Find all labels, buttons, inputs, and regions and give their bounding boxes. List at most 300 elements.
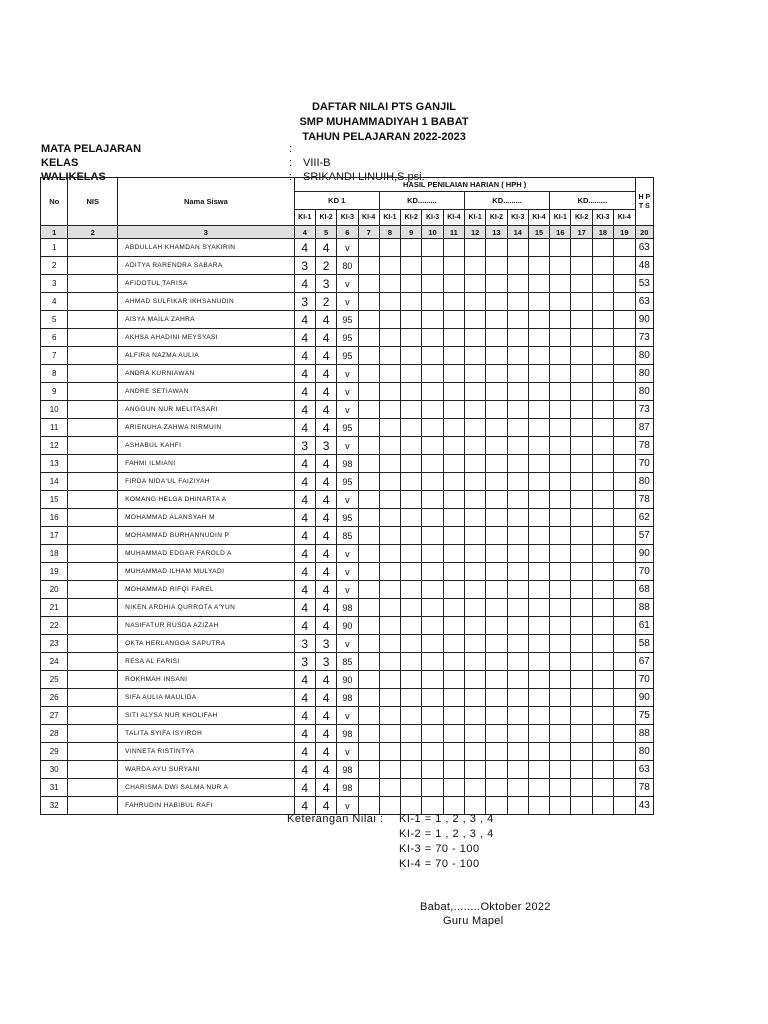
ki1-score: 4: [294, 329, 315, 347]
empty-score-cell: [358, 473, 379, 491]
empty-score-cell: [614, 455, 636, 473]
empty-score-cell: [571, 797, 592, 815]
ki-header: KI-1: [550, 210, 571, 226]
ki2-score: 4: [315, 491, 336, 509]
meta-colon-class: :: [289, 157, 293, 169]
ki3-score: v: [337, 743, 358, 761]
empty-score-cell: [592, 581, 613, 599]
empty-score-cell: [592, 365, 613, 383]
empty-score-cell: [401, 383, 422, 401]
col-header-nis: NIS: [68, 178, 118, 226]
ki3-score: v: [337, 437, 358, 455]
empty-score-cell: [465, 563, 486, 581]
empty-score-cell: [401, 563, 422, 581]
ki2-score: 3: [315, 437, 336, 455]
student-name: OKTA HERLANGGA SAPUTRA: [118, 635, 295, 653]
hpts-score: 68: [635, 581, 653, 599]
nis-cell: [68, 401, 118, 419]
nis-cell: [68, 509, 118, 527]
column-number: 17: [571, 226, 592, 239]
empty-score-cell: [422, 311, 443, 329]
ki1-score: 4: [294, 797, 315, 815]
nis-cell: [68, 527, 118, 545]
doc-title: DAFTAR NILAI PTS GANJIL: [311, 101, 456, 113]
row-number: 29: [41, 743, 68, 761]
empty-score-cell: [358, 689, 379, 707]
empty-score-cell: [379, 797, 400, 815]
empty-score-cell: [422, 779, 443, 797]
table-row: [41, 275, 654, 293]
empty-score-cell: [528, 617, 549, 635]
student-name: ASHABUL KAHFI: [118, 437, 295, 455]
empty-score-cell: [486, 365, 507, 383]
empty-score-cell: [528, 563, 549, 581]
empty-score-cell: [422, 689, 443, 707]
empty-score-cell: [571, 419, 592, 437]
empty-score-cell: [550, 761, 571, 779]
table-row: [41, 311, 654, 329]
empty-score-cell: [358, 761, 379, 779]
empty-score-cell: [465, 329, 486, 347]
row-number: 21: [41, 599, 68, 617]
empty-score-cell: [465, 689, 486, 707]
empty-score-cell: [379, 599, 400, 617]
empty-score-cell: [379, 707, 400, 725]
empty-score-cell: [592, 455, 613, 473]
ki3-score: 98: [337, 761, 358, 779]
empty-score-cell: [507, 527, 528, 545]
ki1-score: 4: [294, 725, 315, 743]
empty-score-cell: [379, 743, 400, 761]
column-number: 2: [68, 226, 118, 239]
empty-score-cell: [614, 401, 636, 419]
empty-score-cell: [507, 545, 528, 563]
ki1-score: 3: [294, 293, 315, 311]
empty-score-cell: [507, 599, 528, 617]
empty-score-cell: [443, 653, 464, 671]
empty-score-cell: [422, 347, 443, 365]
empty-score-cell: [550, 473, 571, 491]
ki2-score: 4: [315, 563, 336, 581]
empty-score-cell: [443, 527, 464, 545]
empty-score-cell: [571, 671, 592, 689]
empty-score-cell: [614, 545, 636, 563]
empty-score-cell: [358, 419, 379, 437]
empty-score-cell: [507, 707, 528, 725]
student-name: SIFA AULIA MAULIDA: [118, 689, 295, 707]
empty-score-cell: [528, 725, 549, 743]
empty-score-cell: [528, 527, 549, 545]
empty-score-cell: [379, 779, 400, 797]
empty-score-cell: [401, 437, 422, 455]
student-name: NASIFATUR RUSDA AZIZAH: [118, 617, 295, 635]
empty-score-cell: [507, 257, 528, 275]
column-number: 9: [401, 226, 422, 239]
empty-score-cell: [465, 527, 486, 545]
empty-score-cell: [592, 383, 613, 401]
empty-score-cell: [358, 365, 379, 383]
empty-score-cell: [422, 401, 443, 419]
empty-score-cell: [379, 275, 400, 293]
empty-score-cell: [486, 779, 507, 797]
empty-score-cell: [592, 545, 613, 563]
empty-score-cell: [550, 563, 571, 581]
col-header-name: Nama Siswa: [118, 178, 295, 226]
empty-score-cell: [550, 437, 571, 455]
student-name: RESA AL FARISI: [118, 653, 295, 671]
empty-score-cell: [465, 473, 486, 491]
academic-year: TAHUN PELAJARAN 2022-2023: [302, 131, 466, 143]
student-name: AFIDOTUL TARISA: [118, 275, 295, 293]
header-row-1: [41, 178, 654, 192]
ki-header: KI-4: [528, 210, 549, 226]
empty-score-cell: [486, 527, 507, 545]
empty-score-cell: [465, 635, 486, 653]
column-number: 18: [592, 226, 613, 239]
row-number: 5: [41, 311, 68, 329]
empty-score-cell: [486, 689, 507, 707]
row-number: 13: [41, 455, 68, 473]
empty-score-cell: [507, 509, 528, 527]
empty-score-cell: [422, 437, 443, 455]
ki2-score: 4: [315, 779, 336, 797]
empty-score-cell: [614, 707, 636, 725]
empty-score-cell: [592, 527, 613, 545]
kd-header: KD.........: [379, 192, 464, 210]
empty-score-cell: [571, 365, 592, 383]
empty-score-cell: [571, 635, 592, 653]
empty-score-cell: [422, 239, 443, 257]
ki3-score: v: [337, 239, 358, 257]
student-name: ALFIRA NAZMA AULIA: [118, 347, 295, 365]
nis-cell: [68, 635, 118, 653]
empty-score-cell: [379, 545, 400, 563]
empty-score-cell: [443, 671, 464, 689]
empty-score-cell: [571, 779, 592, 797]
nis-cell: [68, 581, 118, 599]
empty-score-cell: [358, 293, 379, 311]
empty-score-cell: [358, 347, 379, 365]
ki-header: KI-2: [401, 210, 422, 226]
ki1-score: 4: [294, 365, 315, 383]
empty-score-cell: [507, 581, 528, 599]
empty-score-cell: [528, 275, 549, 293]
empty-score-cell: [550, 653, 571, 671]
ki1-score: 4: [294, 473, 315, 491]
empty-score-cell: [614, 581, 636, 599]
empty-score-cell: [592, 599, 613, 617]
empty-score-cell: [528, 707, 549, 725]
empty-score-cell: [443, 509, 464, 527]
empty-score-cell: [592, 689, 613, 707]
empty-score-cell: [422, 707, 443, 725]
nis-cell: [68, 311, 118, 329]
empty-score-cell: [507, 653, 528, 671]
ki2-score: 2: [315, 293, 336, 311]
empty-score-cell: [422, 491, 443, 509]
nis-cell: [68, 383, 118, 401]
empty-score-cell: [528, 779, 549, 797]
table-row: [41, 365, 654, 383]
empty-score-cell: [614, 743, 636, 761]
empty-score-cell: [614, 599, 636, 617]
ki2-score: 4: [315, 671, 336, 689]
empty-score-cell: [401, 689, 422, 707]
hpts-score: 63: [635, 239, 653, 257]
empty-score-cell: [443, 725, 464, 743]
empty-score-cell: [528, 365, 549, 383]
empty-score-cell: [614, 383, 636, 401]
row-number: 23: [41, 635, 68, 653]
notes-item: KI-3 = 70 - 100: [399, 843, 480, 855]
empty-score-cell: [486, 617, 507, 635]
empty-score-cell: [358, 725, 379, 743]
empty-score-cell: [465, 581, 486, 599]
empty-score-cell: [358, 257, 379, 275]
empty-score-cell: [528, 329, 549, 347]
empty-score-cell: [465, 311, 486, 329]
empty-score-cell: [528, 509, 549, 527]
hpts-score: 90: [635, 689, 653, 707]
empty-score-cell: [465, 671, 486, 689]
empty-score-cell: [614, 329, 636, 347]
empty-score-cell: [379, 419, 400, 437]
nis-cell: [68, 725, 118, 743]
ki-header: KI-1: [294, 210, 315, 226]
empty-score-cell: [401, 455, 422, 473]
empty-score-cell: [379, 653, 400, 671]
student-name: MUHAMMAD EDGAR FAROLD A: [118, 545, 295, 563]
empty-score-cell: [486, 761, 507, 779]
empty-score-cell: [379, 581, 400, 599]
row-number: 3: [41, 275, 68, 293]
ki2-score: 4: [315, 455, 336, 473]
ki2-score: 4: [315, 239, 336, 257]
ki2-score: 4: [315, 689, 336, 707]
empty-score-cell: [528, 293, 549, 311]
empty-score-cell: [614, 635, 636, 653]
empty-score-cell: [614, 689, 636, 707]
column-number: 15: [528, 226, 549, 239]
empty-score-cell: [614, 257, 636, 275]
student-name: MOHAMMAD RIFQI FAREL: [118, 581, 295, 599]
hpts-score: 80: [635, 743, 653, 761]
ki1-score: 4: [294, 581, 315, 599]
empty-score-cell: [401, 797, 422, 815]
empty-score-cell: [401, 653, 422, 671]
row-number: 1: [41, 239, 68, 257]
empty-score-cell: [401, 545, 422, 563]
ki2-score: 3: [315, 653, 336, 671]
empty-score-cell: [486, 455, 507, 473]
nis-cell: [68, 797, 118, 815]
hpts-score: 63: [635, 761, 653, 779]
ki3-score: v: [337, 365, 358, 383]
ki2-score: 4: [315, 617, 336, 635]
empty-score-cell: [422, 563, 443, 581]
empty-score-cell: [550, 671, 571, 689]
ki3-score: 95: [337, 329, 358, 347]
empty-score-cell: [422, 725, 443, 743]
table-row: [41, 725, 654, 743]
ki3-score: 95: [337, 419, 358, 437]
empty-score-cell: [443, 401, 464, 419]
empty-score-cell: [379, 311, 400, 329]
empty-score-cell: [571, 473, 592, 491]
empty-score-cell: [401, 599, 422, 617]
empty-score-cell: [422, 743, 443, 761]
empty-score-cell: [507, 617, 528, 635]
empty-score-cell: [401, 329, 422, 347]
empty-score-cell: [443, 383, 464, 401]
empty-score-cell: [443, 275, 464, 293]
empty-score-cell: [358, 635, 379, 653]
school-name: SMP MUHAMMADIYAH 1 BABAT: [299, 116, 469, 128]
empty-score-cell: [401, 401, 422, 419]
empty-score-cell: [379, 383, 400, 401]
hpts-score: 88: [635, 599, 653, 617]
empty-score-cell: [486, 509, 507, 527]
empty-score-cell: [614, 347, 636, 365]
empty-score-cell: [592, 419, 613, 437]
empty-score-cell: [358, 671, 379, 689]
empty-score-cell: [358, 563, 379, 581]
empty-score-cell: [614, 311, 636, 329]
table-row: [41, 617, 654, 635]
empty-score-cell: [422, 509, 443, 527]
ki-header: KI-4: [614, 210, 636, 226]
table-row: [41, 797, 654, 815]
empty-score-cell: [486, 671, 507, 689]
empty-score-cell: [465, 365, 486, 383]
student-name: TALITA SYIFA ISYIROH: [118, 725, 295, 743]
col-header-hph: HASIL PENILAIAN HARIAN ( HPH ): [294, 178, 635, 192]
empty-score-cell: [379, 455, 400, 473]
empty-score-cell: [550, 455, 571, 473]
empty-score-cell: [401, 257, 422, 275]
column-number: 8: [379, 226, 400, 239]
empty-score-cell: [507, 671, 528, 689]
empty-score-cell: [592, 671, 613, 689]
ki3-score: 98: [337, 455, 358, 473]
empty-score-cell: [550, 419, 571, 437]
ki1-score: 4: [294, 617, 315, 635]
empty-score-cell: [550, 239, 571, 257]
empty-score-cell: [422, 293, 443, 311]
empty-score-cell: [528, 257, 549, 275]
ki1-score: 4: [294, 491, 315, 509]
empty-score-cell: [528, 437, 549, 455]
empty-score-cell: [486, 725, 507, 743]
empty-score-cell: [465, 419, 486, 437]
empty-score-cell: [614, 617, 636, 635]
empty-score-cell: [401, 743, 422, 761]
empty-score-cell: [486, 311, 507, 329]
empty-score-cell: [592, 635, 613, 653]
row-number: 8: [41, 365, 68, 383]
column-number: 3: [118, 226, 295, 239]
table-row: [41, 689, 654, 707]
ki1-score: 3: [294, 437, 315, 455]
nis-cell: [68, 779, 118, 797]
student-name: KOMANG HELGA DHINARTA A: [118, 491, 295, 509]
empty-score-cell: [358, 437, 379, 455]
hpts-score: 80: [635, 365, 653, 383]
row-number: 19: [41, 563, 68, 581]
row-number: 31: [41, 779, 68, 797]
empty-score-cell: [443, 599, 464, 617]
empty-score-cell: [486, 293, 507, 311]
empty-score-cell: [443, 437, 464, 455]
hpts-score: 87: [635, 419, 653, 437]
ki1-score: 4: [294, 347, 315, 365]
kd-header: KD.........: [550, 192, 635, 210]
empty-score-cell: [358, 545, 379, 563]
empty-score-cell: [550, 491, 571, 509]
empty-score-cell: [465, 779, 486, 797]
empty-score-cell: [507, 563, 528, 581]
empty-score-cell: [486, 563, 507, 581]
hpts-score: 78: [635, 779, 653, 797]
ki-header: KI-2: [571, 210, 592, 226]
row-number: 24: [41, 653, 68, 671]
empty-score-cell: [528, 761, 549, 779]
empty-score-cell: [614, 653, 636, 671]
ki3-score: 85: [337, 527, 358, 545]
empty-score-cell: [592, 761, 613, 779]
ki2-score: 4: [315, 419, 336, 437]
nis-cell: [68, 275, 118, 293]
table-row: [41, 491, 654, 509]
ki3-score: v: [337, 797, 358, 815]
empty-score-cell: [422, 419, 443, 437]
empty-score-cell: [379, 473, 400, 491]
student-name: MOHAMMAD ALANSYAH M: [118, 509, 295, 527]
nis-cell: [68, 545, 118, 563]
empty-score-cell: [571, 383, 592, 401]
empty-score-cell: [443, 797, 464, 815]
ki3-score: 95: [337, 347, 358, 365]
ki3-score: 98: [337, 725, 358, 743]
ki1-score: 4: [294, 671, 315, 689]
empty-score-cell: [550, 635, 571, 653]
ki2-score: 4: [315, 527, 336, 545]
empty-score-cell: [528, 383, 549, 401]
empty-score-cell: [422, 653, 443, 671]
empty-score-cell: [379, 527, 400, 545]
hpts-score: 73: [635, 401, 653, 419]
empty-score-cell: [614, 761, 636, 779]
empty-score-cell: [507, 419, 528, 437]
hpts-score: 58: [635, 635, 653, 653]
empty-score-cell: [550, 257, 571, 275]
empty-score-cell: [401, 239, 422, 257]
empty-score-cell: [507, 275, 528, 293]
ki-header: KI-1: [379, 210, 400, 226]
empty-score-cell: [465, 545, 486, 563]
column-number: 10: [422, 226, 443, 239]
empty-score-cell: [486, 329, 507, 347]
table-row: [41, 653, 654, 671]
empty-score-cell: [422, 599, 443, 617]
empty-score-cell: [422, 545, 443, 563]
empty-score-cell: [358, 383, 379, 401]
empty-score-cell: [401, 365, 422, 383]
empty-score-cell: [443, 617, 464, 635]
ki3-score: v: [337, 293, 358, 311]
table-row: [41, 581, 654, 599]
empty-score-cell: [422, 617, 443, 635]
